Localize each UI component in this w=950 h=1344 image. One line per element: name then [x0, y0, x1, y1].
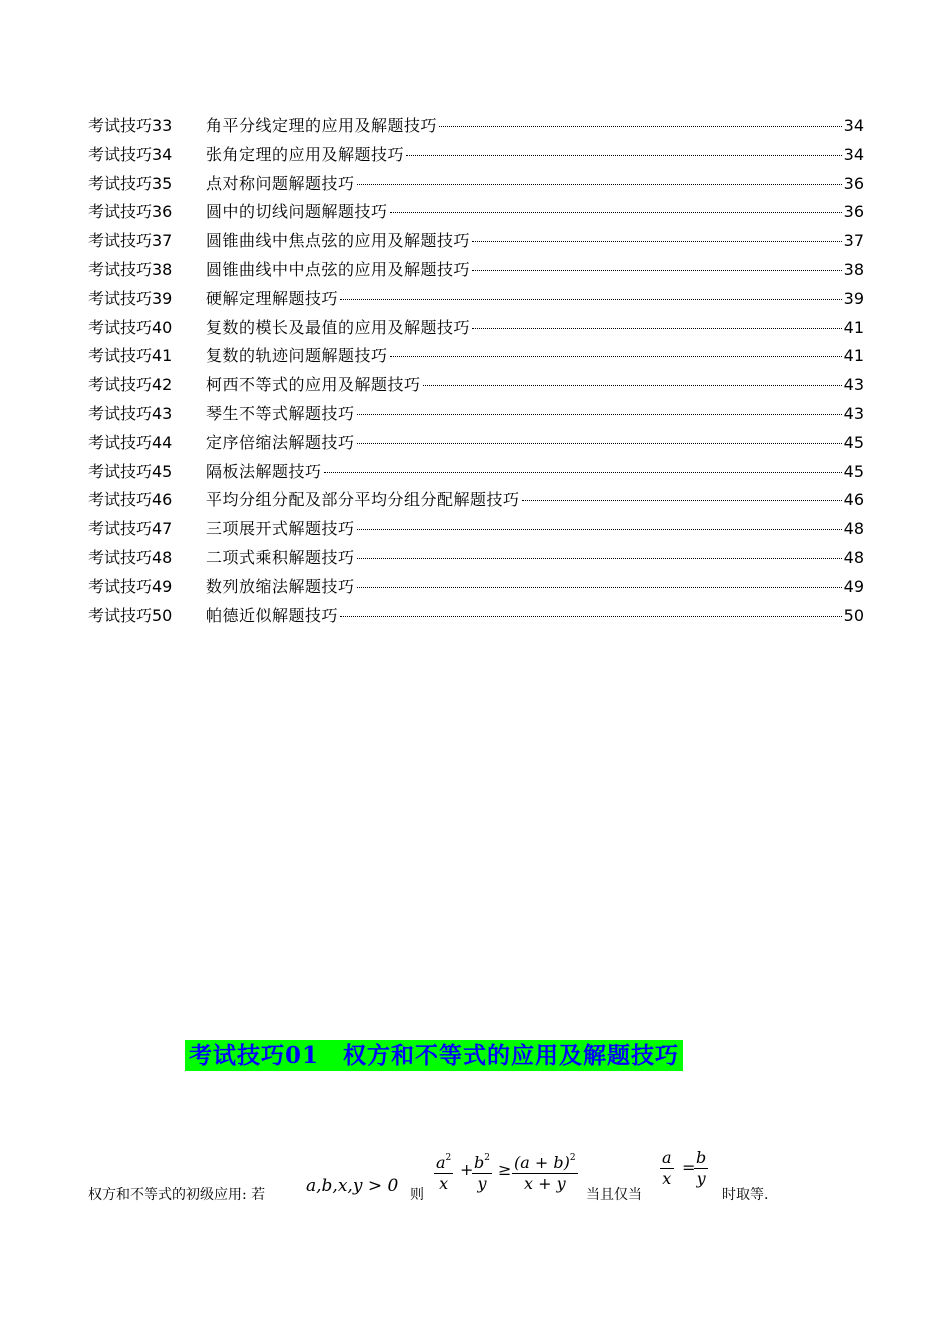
section-heading: 考试技巧01 权方和不等式的应用及解题技巧: [185, 1040, 683, 1071]
toc-entry-page: 45: [843, 461, 864, 481]
toc-entry-label: 考试技巧33: [88, 116, 173, 135]
toc-entry-page: 37: [843, 231, 864, 251]
toc-entry-page: 48: [843, 519, 864, 539]
toc-entry-label: 考试技巧38: [88, 259, 173, 279]
toc-entry-title: 张角定理的应用及解题技巧: [206, 144, 405, 164]
toc-dot-leader: [472, 270, 842, 271]
toc-entry-page: 39: [843, 288, 864, 308]
toc-entry-label: 考试技巧50: [88, 605, 173, 625]
toc-entry-label: 考试技巧44: [88, 432, 173, 452]
toc-entry[interactable]: [88, 170, 864, 199]
toc-entry[interactable]: [88, 544, 864, 573]
toc-entry[interactable]: [88, 515, 864, 544]
toc-entry-title: 角平分线定理的应用及解题技巧: [206, 116, 438, 135]
toc-entry-title: 三项展开式解题技巧: [206, 519, 355, 539]
toc-entry[interactable]: [88, 227, 864, 256]
toc-dot-leader: [357, 587, 842, 588]
toc-entry[interactable]: [88, 429, 864, 458]
toc-entry-page: 41: [843, 317, 864, 337]
formula-condition: a,b,x,y > 0: [306, 1176, 399, 1196]
formula-paragraph: [88, 1140, 888, 1210]
toc-entry-label: 考试技巧42: [88, 375, 173, 395]
toc-dot-leader: [340, 616, 842, 617]
toc-entry-page: 45: [843, 432, 864, 452]
toc-dot-leader: [472, 328, 842, 329]
table-of-contents: [88, 112, 864, 630]
toc-entry-title: 帕德近似解题技巧: [206, 605, 339, 625]
toc-entry-label: 考试技巧41: [88, 346, 173, 366]
toc-entry-title: 隔板法解题技巧: [206, 461, 322, 481]
toc-dot-leader: [406, 155, 842, 156]
toc-entry-label: 考试技巧36: [88, 202, 173, 222]
toc-entry-page: 36: [843, 202, 864, 222]
toc-entry[interactable]: [88, 198, 864, 227]
toc-entry-page: 36: [843, 173, 864, 193]
toc-entry[interactable]: [88, 141, 864, 170]
formula-intro-text: 权方和不等式的初级应用: 若: [88, 1187, 266, 1203]
toc-entry-page: 34: [843, 116, 864, 135]
toc-entry[interactable]: [88, 285, 864, 314]
toc-dot-leader: [357, 558, 842, 559]
toc-entry-label: 考试技巧40: [88, 317, 173, 337]
toc-dot-leader: [357, 529, 842, 530]
toc-entry-page: 46: [843, 490, 864, 510]
fraction-b-over-y: b y: [696, 1148, 707, 1188]
toc-dot-leader: [357, 414, 842, 415]
toc-entry-title: 点对称问题解题技巧: [206, 173, 355, 193]
toc-entry-page: 43: [843, 375, 864, 395]
toc-entry-title: 定序倍缩法解题技巧: [206, 432, 355, 452]
toc-entry-label: 考试技巧43: [88, 403, 173, 423]
toc-entry-title: 复数的模长及最值的应用及解题技巧: [206, 317, 471, 337]
geq-sign: ≥: [498, 1160, 512, 1179]
toc-entry[interactable]: [88, 486, 864, 515]
fraction-sum-over-sum: $(a + b)^2$ x + y: [514, 1153, 576, 1193]
toc-entry-page: 38: [843, 259, 864, 279]
toc-entry-page: 48: [843, 547, 864, 567]
toc-entry-label: 考试技巧45: [88, 461, 173, 481]
toc-entry-label: 考试技巧39: [88, 288, 173, 308]
toc-dot-leader: [324, 472, 842, 473]
toc-entry-label: 考试技巧48: [88, 547, 173, 567]
toc-entry-title: 硬解定理解题技巧: [206, 288, 339, 308]
toc-dot-leader: [439, 126, 842, 127]
formula-then-text: 则: [410, 1187, 424, 1203]
iff-text: 当且仅当: [586, 1187, 642, 1203]
toc-entry-title: 复数的轨迹问题解题技巧: [206, 346, 388, 366]
toc-entry[interactable]: [88, 314, 864, 343]
fraction-a2-over-x: $a^2$ x: [436, 1153, 452, 1193]
toc-entry-label: 考试技巧37: [88, 231, 173, 251]
toc-entry-title: 平均分组分配及部分平均分组分配解题技巧: [206, 490, 520, 510]
toc-entry-label: 考试技巧47: [88, 519, 173, 539]
toc-entry-label: 考试技巧46: [88, 490, 173, 510]
toc-entry-title: 柯西不等式的应用及解题技巧: [206, 375, 421, 395]
toc-dot-leader: [472, 241, 842, 242]
toc-entry-title: 圆锥曲线中中点弦的应用及解题技巧: [206, 259, 471, 279]
toc-entry-page: 34: [843, 144, 864, 164]
toc-entry-page: 43: [843, 403, 864, 423]
toc-entry-title: 数列放缩法解题技巧: [206, 576, 355, 596]
toc-dot-leader: [390, 356, 842, 357]
toc-entry[interactable]: [88, 400, 864, 429]
plus-sign: +: [460, 1160, 474, 1179]
toc-entry-label: 考试技巧34: [88, 144, 173, 164]
toc-entry[interactable]: [88, 256, 864, 285]
toc-dot-leader: [357, 443, 842, 444]
equals-sign: =: [682, 1158, 696, 1177]
toc-dot-leader: [357, 184, 842, 185]
toc-dot-leader: [423, 385, 842, 386]
toc-entry-label: 考试技巧35: [88, 173, 173, 193]
toc-entry[interactable]: [88, 573, 864, 602]
toc-entry-page: 50: [843, 605, 864, 625]
fraction-b2-over-y: $b^2$ y: [474, 1153, 490, 1193]
toc-entry-title: 圆中的切线问题解题技巧: [206, 202, 388, 222]
toc-entry-title: 圆锥曲线中焦点弦的应用及解题技巧: [206, 231, 471, 251]
toc-dot-leader: [390, 212, 842, 213]
toc-entry-page: 49: [843, 576, 864, 596]
toc-entry-title: 二项式乘积解题技巧: [206, 547, 355, 567]
formula-end-text: 时取等.: [722, 1187, 769, 1203]
toc-dot-leader: [340, 299, 842, 300]
toc-entry[interactable]: [88, 342, 864, 371]
toc-entry-title: 琴生不等式解题技巧: [206, 403, 355, 423]
toc-entry-label: 考试技巧49: [88, 576, 173, 596]
toc-entry[interactable]: [88, 371, 864, 400]
toc-dot-leader: [522, 500, 842, 501]
toc-entry[interactable]: [88, 112, 864, 141]
toc-entry-page: 41: [843, 346, 864, 366]
toc-entry[interactable]: [88, 602, 864, 631]
toc-entry[interactable]: [88, 458, 864, 487]
fraction-a-over-x: a x: [662, 1148, 672, 1188]
